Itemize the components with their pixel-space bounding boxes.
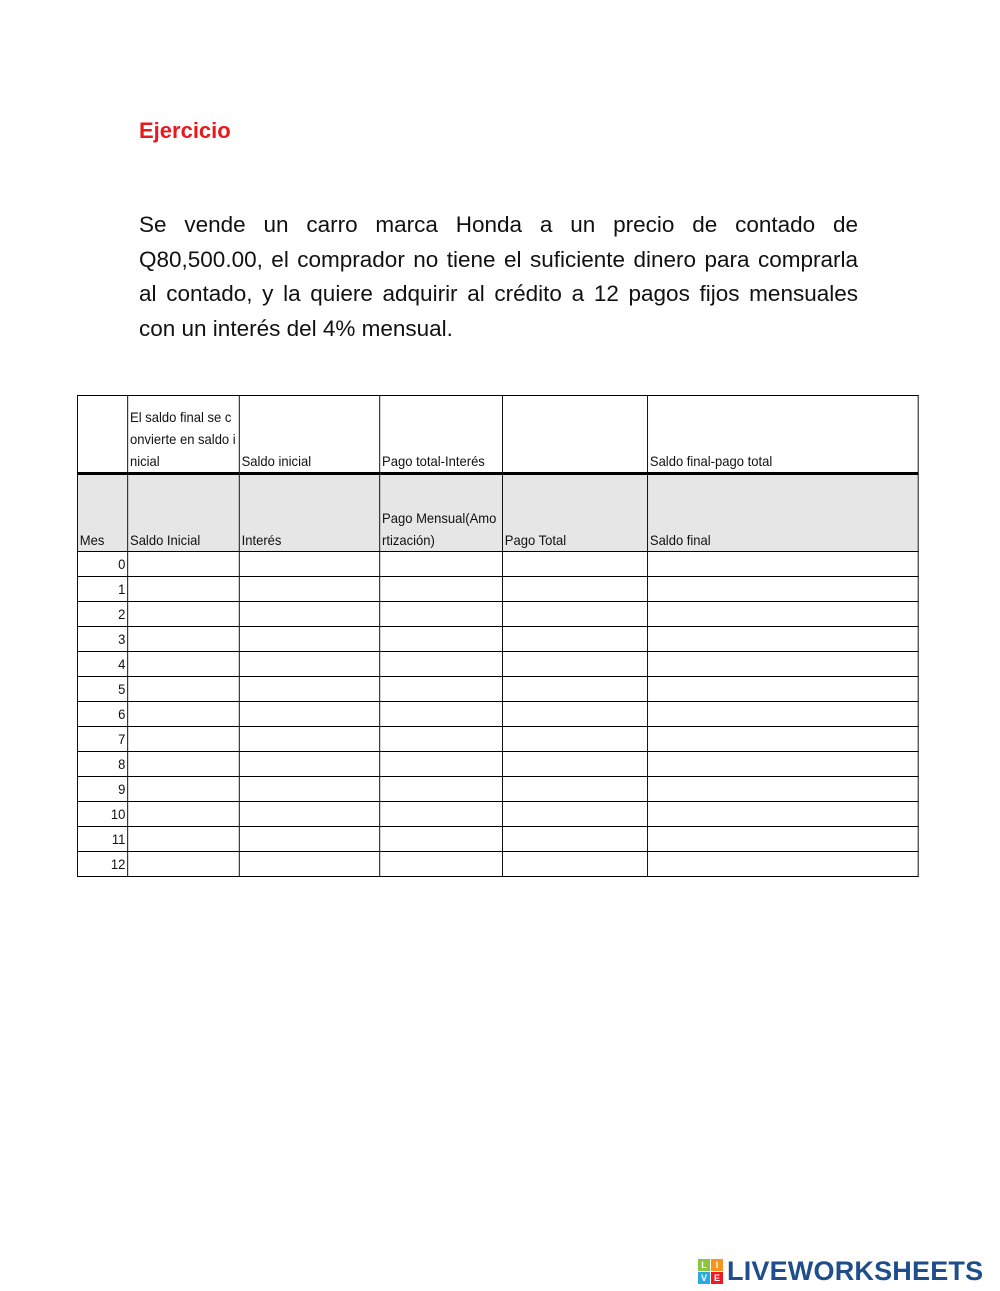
answer-cell-pago-total[interactable] bbox=[502, 652, 647, 677]
answer-cell-interes[interactable] bbox=[239, 827, 379, 852]
answer-cell-interes[interactable] bbox=[239, 577, 379, 602]
answer-cell-pago-total[interactable] bbox=[502, 777, 647, 802]
answer-cell-pago-mensual[interactable] bbox=[380, 852, 503, 877]
month-number: 5 bbox=[77, 677, 127, 702]
answer-cell-saldo-inicial[interactable] bbox=[128, 777, 240, 802]
answer-cell-saldo-final[interactable] bbox=[648, 702, 919, 727]
answer-cell-pago-mensual[interactable] bbox=[380, 627, 503, 652]
answer-cell-interes[interactable] bbox=[239, 552, 379, 577]
table-row bbox=[77, 852, 918, 877]
month-number: 9 bbox=[77, 777, 127, 802]
month-number: 2 bbox=[77, 602, 127, 627]
note-cell-interes: Saldo inicial bbox=[239, 396, 379, 474]
answer-cell-saldo-final[interactable] bbox=[648, 627, 919, 652]
table-row bbox=[77, 727, 918, 752]
answer-cell-pago-mensual[interactable] bbox=[380, 577, 503, 602]
answer-cell-pago-mensual[interactable] bbox=[380, 552, 503, 577]
answer-cell-pago-total[interactable] bbox=[502, 677, 647, 702]
month-number: 11 bbox=[77, 827, 127, 852]
answer-cell-saldo-inicial[interactable] bbox=[128, 752, 240, 777]
answer-cell-pago-mensual[interactable] bbox=[380, 652, 503, 677]
table-row bbox=[77, 827, 918, 852]
logo-wordmark: LIVEWORKSHEETS bbox=[727, 1255, 984, 1286]
amortization-table bbox=[77, 395, 919, 877]
answer-cell-interes[interactable] bbox=[239, 727, 379, 752]
answer-cell-interes[interactable] bbox=[239, 677, 379, 702]
note-cell-pago-mensual: Pago total-Interés bbox=[380, 396, 503, 474]
answer-cell-saldo-final[interactable] bbox=[648, 802, 919, 827]
answer-cell-pago-mensual[interactable] bbox=[380, 752, 503, 777]
month-number: 6 bbox=[77, 702, 127, 727]
answer-cell-saldo-inicial[interactable] bbox=[128, 802, 240, 827]
logo-letter-e: E bbox=[711, 1272, 723, 1284]
table-row bbox=[77, 652, 918, 677]
answer-cell-saldo-final[interactable] bbox=[648, 752, 919, 777]
answer-cell-interes[interactable] bbox=[239, 852, 379, 877]
answer-cell-saldo-final[interactable] bbox=[648, 577, 919, 602]
header-saldo-final: Saldo final bbox=[648, 474, 919, 552]
table-row bbox=[77, 627, 918, 652]
answer-cell-saldo-inicial[interactable] bbox=[128, 602, 240, 627]
answer-cell-pago-mensual[interactable] bbox=[380, 727, 503, 752]
answer-cell-pago-total[interactable] bbox=[502, 602, 647, 627]
table-row bbox=[77, 777, 918, 802]
month-number: 0 bbox=[77, 552, 127, 577]
logo-mark-icon bbox=[698, 1259, 723, 1284]
answer-cell-interes[interactable] bbox=[239, 802, 379, 827]
table-row bbox=[77, 702, 918, 727]
answer-cell-interes[interactable] bbox=[239, 702, 379, 727]
liveworksheets-logo bbox=[698, 1256, 983, 1286]
answer-cell-saldo-final[interactable] bbox=[648, 727, 919, 752]
answer-cell-saldo-inicial[interactable] bbox=[128, 677, 240, 702]
answer-cell-pago-total[interactable] bbox=[502, 702, 647, 727]
logo-letter-l: L bbox=[698, 1259, 710, 1271]
column-header-row bbox=[77, 474, 918, 552]
note-cell-saldo-final: Saldo final-pago total bbox=[648, 396, 919, 474]
answer-cell-pago-total[interactable] bbox=[502, 752, 647, 777]
logo-letter-v: V bbox=[698, 1272, 710, 1284]
answer-cell-saldo-final[interactable] bbox=[648, 602, 919, 627]
answer-cell-pago-mensual[interactable] bbox=[380, 802, 503, 827]
header-interes: Interés bbox=[239, 474, 379, 552]
formula-notes-row bbox=[77, 396, 918, 474]
answer-cell-pago-total[interactable] bbox=[502, 852, 647, 877]
table-row bbox=[77, 752, 918, 777]
answer-cell-saldo-inicial[interactable] bbox=[128, 627, 240, 652]
answer-cell-pago-mensual[interactable] bbox=[380, 677, 503, 702]
answer-cell-pago-mensual[interactable] bbox=[380, 777, 503, 802]
answer-cell-saldo-inicial[interactable] bbox=[128, 552, 240, 577]
month-number: 7 bbox=[77, 727, 127, 752]
month-number: 12 bbox=[77, 852, 127, 877]
answer-cell-pago-total[interactable] bbox=[502, 727, 647, 752]
answer-cell-saldo-inicial[interactable] bbox=[128, 727, 240, 752]
logo-letter-i: I bbox=[711, 1259, 723, 1271]
problem-statement: Se vende un carro marca Honda a un precio de contado de Q80,500.00, el comprador no tiene el suficiente dinero para comprarla al contado, y la quiere adquirir al crédito a 12 pagos fijos mensuales con un interés del 4% mensual. bbox=[139, 212, 858, 341]
note-cell-saldo-inicial: El saldo final se convierte en saldo inicial bbox=[128, 396, 240, 474]
answer-cell-saldo-final[interactable] bbox=[648, 777, 919, 802]
answer-cell-pago-total[interactable] bbox=[502, 552, 647, 577]
answer-cell-saldo-final[interactable] bbox=[648, 852, 919, 877]
answer-cell-interes[interactable] bbox=[239, 627, 379, 652]
answer-cell-pago-mensual[interactable] bbox=[380, 827, 503, 852]
answer-cell-pago-mensual[interactable] bbox=[380, 602, 503, 627]
answer-cell-pago-total[interactable] bbox=[502, 577, 647, 602]
header-pago-total: Pago Total bbox=[502, 474, 647, 552]
month-number: 4 bbox=[77, 652, 127, 677]
answer-cell-saldo-inicial[interactable] bbox=[128, 577, 240, 602]
table-row bbox=[77, 552, 918, 577]
header-pago-mensual: Pago Mensual(Amortización) bbox=[380, 474, 503, 552]
answer-cell-saldo-final[interactable] bbox=[648, 552, 919, 577]
header-saldo-inicial: Saldo Inicial bbox=[128, 474, 240, 552]
exercise-title: Ejercicio bbox=[139, 118, 231, 143]
month-number: 1 bbox=[77, 577, 127, 602]
answer-cell-saldo-inicial[interactable] bbox=[128, 702, 240, 727]
note-cell-pago-total bbox=[502, 396, 647, 474]
table-row bbox=[77, 577, 918, 602]
table-row bbox=[77, 602, 918, 627]
answer-cell-pago-total[interactable] bbox=[502, 627, 647, 652]
answer-cell-saldo-final[interactable] bbox=[648, 677, 919, 702]
answer-cell-interes[interactable] bbox=[239, 752, 379, 777]
month-number: 3 bbox=[77, 627, 127, 652]
month-number: 10 bbox=[77, 802, 127, 827]
answer-cell-saldo-final[interactable] bbox=[648, 827, 919, 852]
note-cell-mes bbox=[77, 396, 127, 474]
answer-cell-interes[interactable] bbox=[239, 777, 379, 802]
answer-cell-pago-total[interactable] bbox=[502, 802, 647, 827]
answer-cell-interes[interactable] bbox=[239, 602, 379, 627]
table-row bbox=[77, 677, 918, 702]
answer-cell-pago-mensual[interactable] bbox=[380, 702, 503, 727]
header-mes: Mes bbox=[77, 474, 127, 552]
answer-cell-saldo-inicial[interactable] bbox=[128, 827, 240, 852]
month-number: 8 bbox=[77, 752, 127, 777]
answer-cell-saldo-inicial[interactable] bbox=[128, 852, 240, 877]
table-row bbox=[77, 802, 918, 827]
answer-cell-saldo-inicial[interactable] bbox=[128, 652, 240, 677]
answer-cell-pago-total[interactable] bbox=[502, 827, 647, 852]
answer-cell-saldo-final[interactable] bbox=[648, 652, 919, 677]
answer-cell-interes[interactable] bbox=[239, 652, 379, 677]
